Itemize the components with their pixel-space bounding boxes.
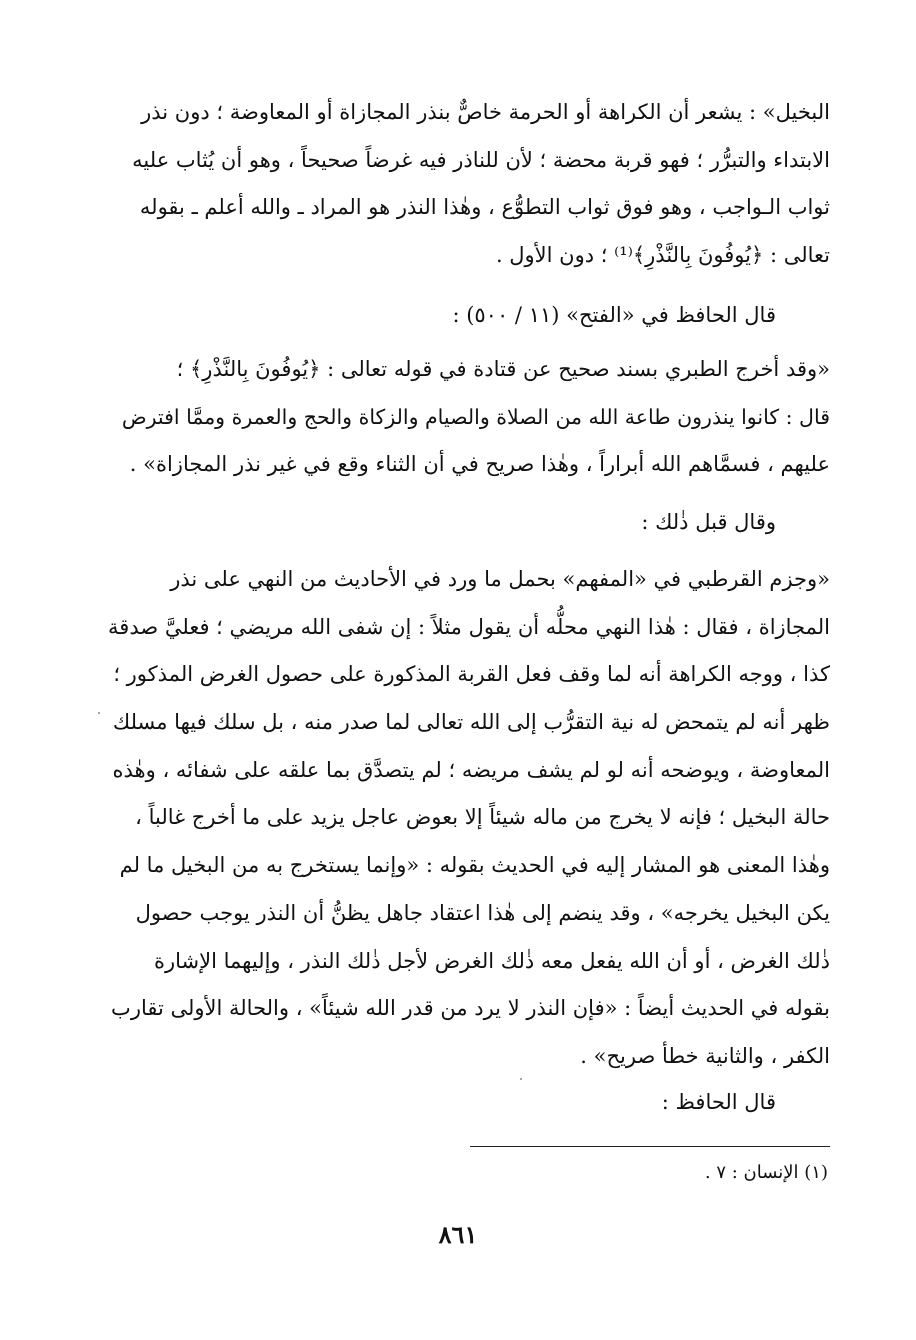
text-line: كذا ، ووجه الكراهة أنه لما وقف فعل القربة المذكورة على حصول الغرض المذكور ؛ bbox=[113, 662, 830, 687]
scan-speck bbox=[520, 1078, 522, 1080]
section-heading-hafiz: قال الحافظ : bbox=[661, 1090, 776, 1114]
paragraph-3 bbox=[108, 556, 830, 1081]
text-line: الكفر ، والثانية خطأ صريح» . bbox=[580, 1043, 830, 1068]
text-line: ذٰلك الغرض ، أو أن الله يفعل معه ذٰلك الغرض لأجل ذٰلك النذر ، وإليهما الإشارة bbox=[154, 948, 830, 973]
text-line: حالة البخيل ؛ فإنه لا يخرج من ماله شيئاً إلا بعوض عاجل يزيد على ما أخرج غالباً ، bbox=[135, 805, 830, 830]
text-line: عليهم ، فسمَّاهم الله أبراراً ، وهٰذا صريح في أن الثناء وقع في غير نذر المجازاة» . bbox=[129, 452, 830, 477]
text-line: قال : كانوا ينذرون طاعة الله من الصلاة والصيام والزكاة والحج والعمرة وممَّا افترض bbox=[121, 404, 830, 429]
footnote-divider bbox=[470, 1146, 830, 1147]
text-line: وهٰذا المعنى هو المشار إليه في الحديث بقوله : «وإنما يستخرج به من البخيل ما لم bbox=[119, 853, 830, 878]
text-line: بقوله في الحديث أيضاً : «فإن النذر لا يرد من قدر الله شيئاً» ، والحالة الأولى تقارب bbox=[111, 996, 830, 1021]
paragraph-1 bbox=[108, 89, 830, 280]
text-line: ثواب الـواجب ، وهو فوق ثواب التطوُّع ، وهٰذا النذر هو المراد ـ والله أعلم ـ بقوله bbox=[139, 195, 830, 220]
text-line: المجازاة ، فقال : هٰذا النهي محلُّه أن يقول مثلاً : إن شفى الله مريضي ؛ فعليَّ صدقة bbox=[108, 614, 830, 639]
text-line: الابتداء والتبرُّر ؛ فهو قربة محضة ؛ لأن للناذر فيه غرضاً صحيحاً ، وهو أن يُثاب عليه bbox=[132, 147, 830, 172]
paragraph-2 bbox=[108, 346, 830, 489]
text-line: تعالى : ﴿يُوفُونَ بِالنَّذْرِ﴾⁽¹⁾ ؛ دون الأول . bbox=[495, 243, 830, 268]
text-line: البخيل» : يشعر أن الكراهة أو الحرمة خاصٌّ بنذر المجازاة أو المعاوضة ؛ دون نذر bbox=[141, 100, 830, 124]
scan-speck bbox=[98, 712, 100, 714]
section-heading-before: وقال قبل ذٰلك : bbox=[641, 510, 776, 534]
section-heading-fath: قال الحافظ في «الفتح» (١١ / ٥٠٠) : bbox=[452, 303, 776, 327]
page-number: ٨٦١ bbox=[438, 1220, 478, 1249]
text-line: «وقد أخرج الطبري بسند صحيح عن قتادة في قوله تعالى : ﴿يُوفُونَ بِالنَّذْرِ﴾ ؛ bbox=[176, 357, 830, 381]
text-line: «وجزم القرطبي في «المفهم» بحمل ما ورد في الأحاديث من النهي على نذر bbox=[170, 567, 830, 591]
footnote: (١) الإنسان : ٧ . bbox=[704, 1162, 828, 1183]
text-line: المعاوضة ، ويوضحه أنه لو لم يشف مريضه ؛ لم يتصدَّق بما علقه على شفائه ، وهٰذه bbox=[112, 757, 830, 782]
text-line: ظهر أنه لم يتمحض له نية التقرُّب إلى الله تعالى لما صدر منه ، بل سلك فيها مسلك bbox=[112, 710, 830, 735]
text-line: يكن البخيل يخرجه» ، وقد ينضم إلى هٰذا اعتقاد جاهل يظنُّ أن النذر يوجب حصول bbox=[135, 900, 830, 925]
